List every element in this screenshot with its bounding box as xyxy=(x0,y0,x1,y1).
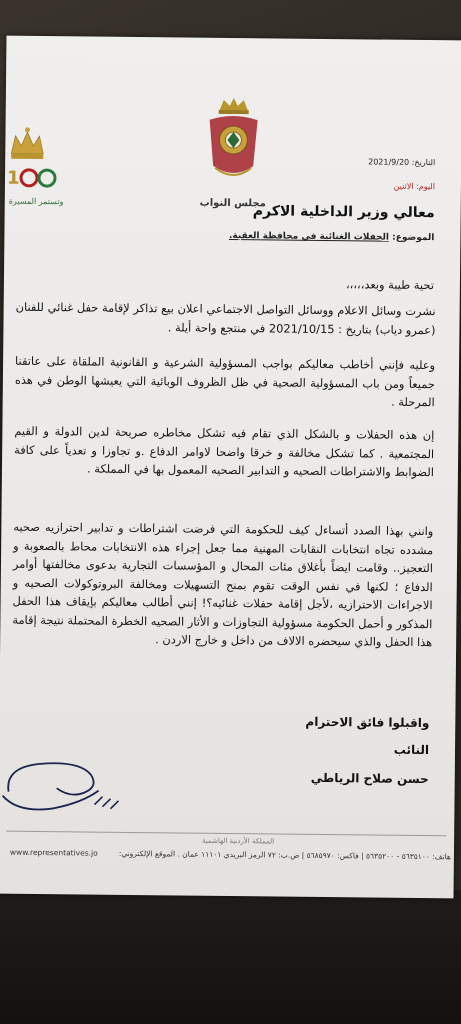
signatory-title: النائب xyxy=(393,742,430,758)
svg-text:1: 1 xyxy=(6,167,20,189)
signatory-name: حسن صلاح الرياطي xyxy=(310,770,429,787)
centenary-logo-text: وتستمر المسيرة xyxy=(8,196,64,207)
footer-website: www.representatives.jo xyxy=(9,847,98,858)
date-line xyxy=(335,157,435,167)
day-line xyxy=(335,181,435,191)
subject-label: الموضوع: xyxy=(392,232,435,244)
closing: واقبلوا فائق الاحترام xyxy=(305,714,430,731)
footer-divider xyxy=(6,831,446,837)
footer-address: هاتف: ٥٦٣٥١٠٠ - ٥٦٣٥٢٠٠ | فاكس: ٥٦٨٥٩٧٠ | ص.ب: ٧٢ الرمز البريدي ١١١٠١ عمان . الموقع الإلكتروني: xyxy=(118,848,451,862)
letter-page xyxy=(0,36,461,899)
day-label: اليوم: xyxy=(416,181,435,192)
centenary-logo xyxy=(4,84,66,235)
paragraph-2: وعليه فإنني أخاطب معاليكم بواجب المسؤولية الشرعية و القانونية الملقاة على عاتقنا جميعاً ومن باب المسؤولية الصحية في ظل الظروف الوبائية التي يعيشها الوطن في هذه المرحلة . xyxy=(14,353,436,410)
date-label: التاريخ: xyxy=(411,157,436,168)
subject-value: الحفلات الغنائية في محافظة العقبة. xyxy=(228,230,390,243)
greeting: تحية طيبة وبعد،،،،، xyxy=(345,277,434,293)
paragraph-3: إن هذه الحفلات و بالشكل الذي تقام فيه تشكل مخاطره صريحة لدين الدولة و القيم المجتمعية . كما تشكل مخالفة و خرقا واضحا لاوامر الدفاع .و تجاوزا و تعدياً على كافة الضوابط والاشتراطات الصحيه و التدابير الصحيه المعمول بها في المملكة . xyxy=(14,423,435,480)
parliament-caption: مجلس النواب xyxy=(199,197,266,210)
handwritten-signature xyxy=(0,752,139,823)
date-value: 2021/9/20 xyxy=(368,157,410,167)
paragraph-1: نشرت وسائل الاعلام ووسائل التواصل الاجتماعي اعلان بيع تذاكر لإقامة حفل غنائي للفنان (عمرو دياب) بتاريخ : 2021/10/15 في منتجع واحة أيلة . xyxy=(15,299,436,337)
subject-line xyxy=(24,229,434,243)
paragraph-4: وانني بهذا الصدد أتساءل كيف للحكومة التي فرضت اشتراطات و تدابير احترازيه صحيه مشدده تجاه انتخابات النقابات المهنية مما جعل إجراء هذه الانتخابات محاط بالصعوبة و التعجيز.. وقامت ايضاً بأغلاق مئات المحال و المؤسسات التجارية بدعوى مخالفتها أوامر الدفاع ؛ لكنها في نفس الوقت تقوم بمنح التسهيلات ومخالفة البروتوكولات الصحيه و الاجراءات الاحترازيه ،لأجل إقامة حفلات غنائيه؟! إنني أطالب معاليكم بإيقاف هذا الحفل المذكور و أحمل الحكومة مسؤولية التجاوزات و الأثار الصحيه الخطرة المحتملة نتيجة إقامة هذا الحفل والذي سيحضره الالاف من داخل و خارج الاردن . xyxy=(12,519,434,650)
day-value: الاثنين xyxy=(393,181,414,191)
footer-name: المملكة الأردنية الهاشمية xyxy=(202,836,275,846)
addressee: معالي وزير الداخلية الاكرم xyxy=(252,203,435,222)
table-shadow xyxy=(0,890,461,1024)
